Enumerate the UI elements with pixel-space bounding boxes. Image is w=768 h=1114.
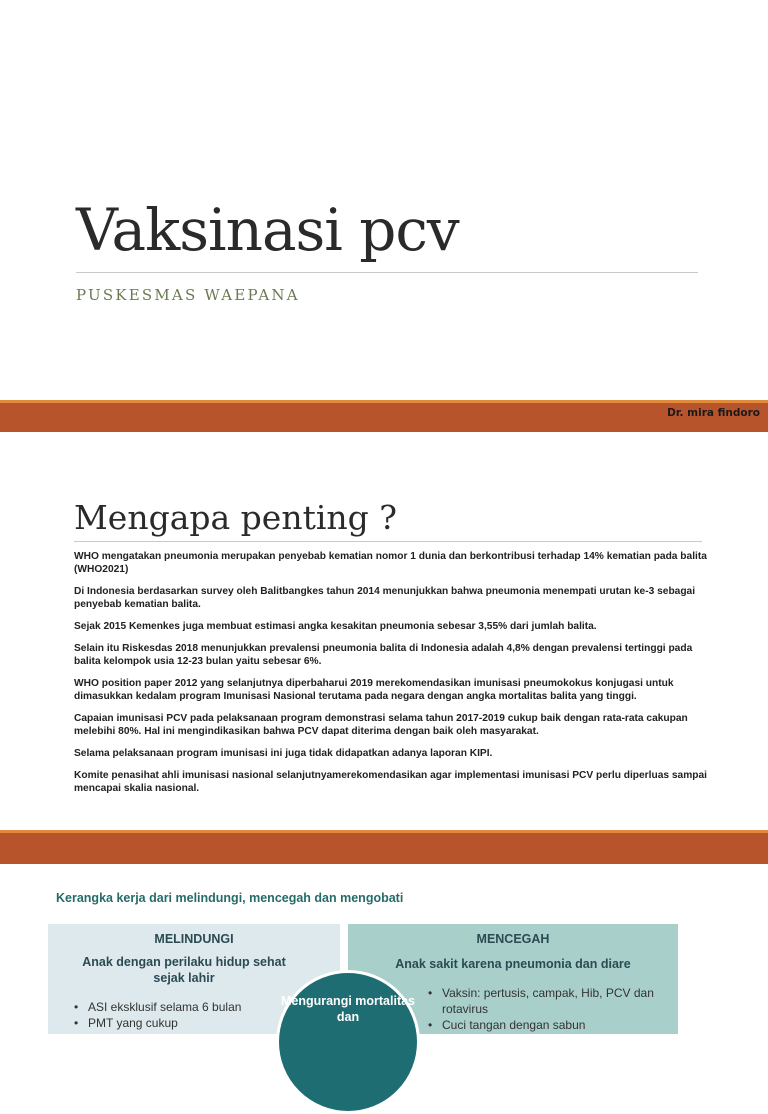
title-slide <box>0 0 768 400</box>
band-highlight-line <box>0 830 768 833</box>
band-highlight-line <box>0 400 768 403</box>
title-divider <box>76 272 698 273</box>
protect-bullet-list <box>74 999 241 1031</box>
paragraph: WHO mengatakan pneumonia merupakan penyebab kematian nomor 1 dunia dan berkontribusi terhadap 14% kematian pada balita (WHO2021) <box>74 551 707 575</box>
protect-subheading: Anak dengan perilaku hidup sehat sejak lahir <box>82 955 286 985</box>
paragraph: WHO position paper 2012 yang selanjutnya diperbaharui 2019 merekomendasikan imunisasi pneumokokus konjugasi untuk dimasukkan kedalam program Imunisasi Nasional terutama pada negara dengan angka mortalitas balita yang tinggi. <box>74 678 674 702</box>
footer-band <box>0 400 768 432</box>
list-item: • ASI eksklusif selama 6 bulan <box>74 999 241 1015</box>
protect-heading: MELINDUNGI <box>154 932 234 946</box>
paragraph: Selain itu Riskesdas 2018 menunjukkan prevalensi pneumonia balita di Indonesia adalah 4,8% dengan prevalensi tertinggi pada balita kelompok usia 12-23 bulan yaitu sebesar 6%. <box>74 643 693 667</box>
paragraph: Sejak 2015 Kemenkes juga membuat estimasi angka kesakitan pneumonia sebesar 3,55% dari jumlah balita. <box>74 621 597 632</box>
paragraph: Di Indonesia berdasarkan survey oleh Balitbangkes tahun 2014 menunjukkan bahwa pneumonia menempati urutan ke-3 sebagai penyebab kematian balita. <box>74 586 696 610</box>
slide-separator-band <box>0 830 768 864</box>
paragraph: Capaian imunisasi PCV pada pelaksanaan program demonstrasi selama tahun 2017-2019 cukup baik dengan rata-rata cakupan melebihi 80%. Hal ini mengindikasikan bahwa PCV dapat diterima dengan baik oleh masyarakat. <box>74 713 688 737</box>
center-goal-text: Mengurangi mortalitas dan <box>280 994 416 1024</box>
author-name: Dr. mira findoro <box>667 407 760 419</box>
paragraph-list <box>74 550 710 804</box>
framework-title: Kerangka kerja dari melindungi, mencegah dan mengobati <box>56 891 404 905</box>
slide-title: Mengapa penting ? <box>74 498 397 537</box>
list-item: • Cuci tangan dengan sabun <box>428 1017 668 1033</box>
presentation-subtitle: PUSKESMAS WAEPANA <box>76 286 300 304</box>
prevent-bullet-list <box>428 985 668 1033</box>
list-item: • PMT yang cukup <box>74 1015 241 1031</box>
content-slide <box>0 432 768 830</box>
prevent-heading: MENCEGAH <box>476 932 550 946</box>
list-item: • Vaksin: pertusis, campak, Hib, PCV dan rotavirus <box>428 985 668 1017</box>
paragraph: Komite penasihat ahli imunisasi nasional selanjutnyamerekomendasikan agar implementasi imunisasi PCV perlu diperluas sampai mencapai skalia nasional. <box>74 770 707 794</box>
prevent-subheading: Anak sakit karena pneumonia dan diare <box>395 957 631 971</box>
slide-title-divider <box>74 541 702 542</box>
paragraph: Selama pelaksanaan program imunisasi ini juga tidak didapatkan adanya laporan KIPI. <box>74 748 493 759</box>
presentation-title: Vaksinasi pcv <box>76 196 459 264</box>
center-goal-circle <box>276 970 420 1114</box>
